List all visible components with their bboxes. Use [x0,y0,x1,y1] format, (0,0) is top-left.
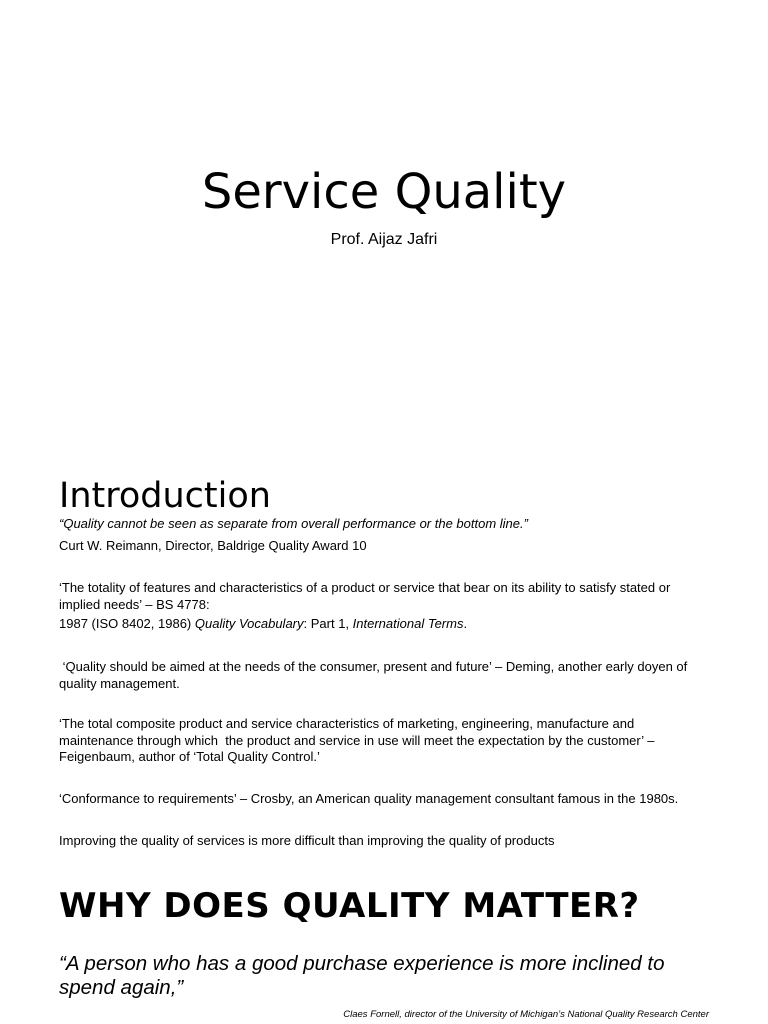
reimann-quote: “Quality cannot be seen as separate from overall performance or the bottom line.” [59,516,528,531]
crosby-definition: ‘Conformance to requirements’ – Crosby, an American quality management consultant famous in the 1980s. [59,791,679,806]
services-note: Improving the quality of services is more difficult than improving the quality of products [59,833,555,848]
deming-definition: ‘Quality should be aimed at the needs of the consumer, present and future’ – Deming, another early doyen of quality management. [59,659,691,691]
bs-ref-vocab: Quality Vocabulary [194,616,304,631]
fornell-quote: “A person who has a good purchase experience is more inclined to spend again,” [59,952,665,999]
why-quality-heading: WHY DOES QUALITY MATTER? [59,886,640,926]
bs-ref-terms: International Terms [352,616,464,631]
introduction-heading: Introduction [59,476,271,516]
reimann-source: Curt W. Reimann, Director, Baldrige Quality Award 10 [59,538,367,553]
bs-ref-start: 1987 (ISO 8402, 1986) [59,616,195,631]
feigenbaum-definition: ‘The total composite product and service characteristics of marketing, engineering, manufacture and maintenance through which the product and service in use will meet the expectation by the customer’ – Feigenbaum, author of ‘Total Quality Control.’ [59,716,659,764]
bs-ref-end: . [463,616,468,631]
fornell-attribution: Claes Fornell, director of the University of Michigan’s National Quality Research Center [343,1009,709,1020]
bs-reference [59,616,709,633]
bs-definition: ‘The totality of features and characteristics of a product or service that bear on its ability to satisfy stated or implied needs’ – BS 4778: [59,580,671,612]
author-name: Prof. Aijaz Jafri [330,231,438,248]
bs-ref-mid: : Part 1, [303,616,353,631]
page-title: Service Quality [201,164,567,220]
